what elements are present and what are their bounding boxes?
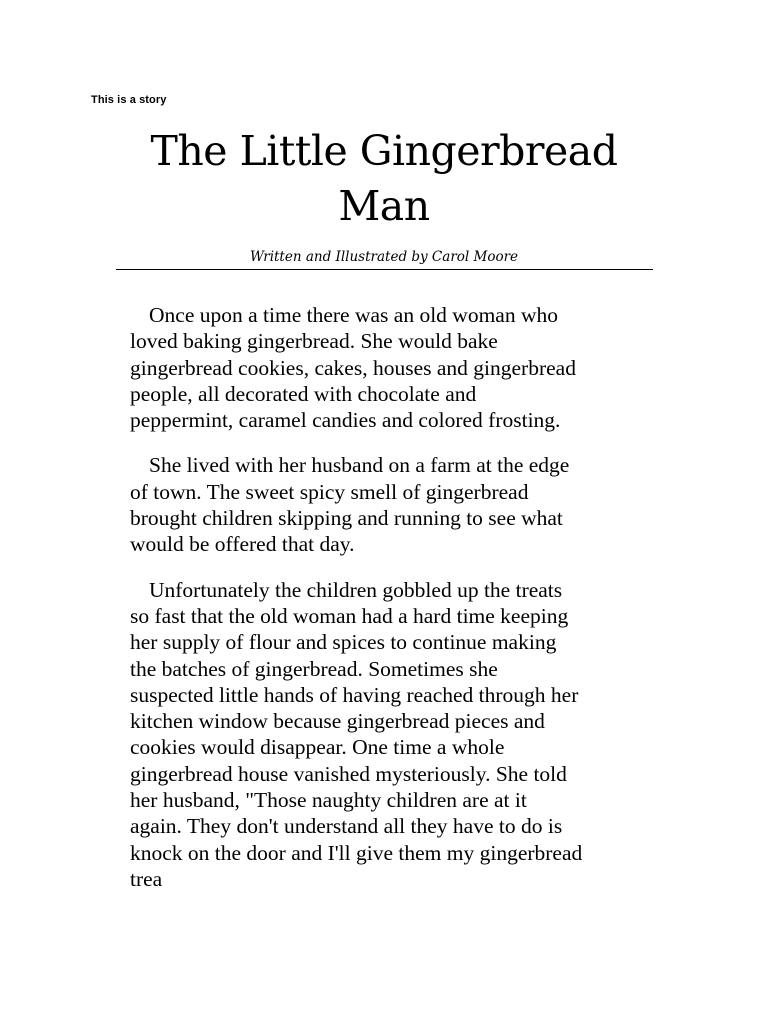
story-paragraph: Unfortunately the children gobbled up the treats so fast that the old woman had a hard time keeping her supply of flour and spices to continue making the batches of gingerbread. Sometimes she suspected little hands of having reached through her kitchen window because gingerbread pieces and cookies would disappear. One time a whole gingerbread house vanished mysteriously. She told her husband, "Those naughty children are at it again. They don't understand all they have to do is knock on the door and I'll give them my gingerbread trea: [130, 577, 583, 891]
author-byline: Written and Illustrated by Carol Moore: [249, 249, 519, 265]
story-body: [130, 302, 655, 911]
story-paragraph: Once upon a time there was an old woman who loved baking gingerbread. She would bake gingerbread cookies, cakes, houses and gingerbread people, all decorated with chocolate and peppermint, caramel candies and colored frosting.: [130, 303, 576, 433]
title-divider: [116, 269, 653, 270]
document-title: The Little Gingerbread Man: [150, 127, 618, 230]
document-kicker: This is a story: [91, 94, 167, 106]
story-paragraph: She lived with her husband on a farm at the edge of town. The sweet spicy smell of gingerbread brought children skipping and running to see what would be offered that day.: [130, 453, 570, 557]
